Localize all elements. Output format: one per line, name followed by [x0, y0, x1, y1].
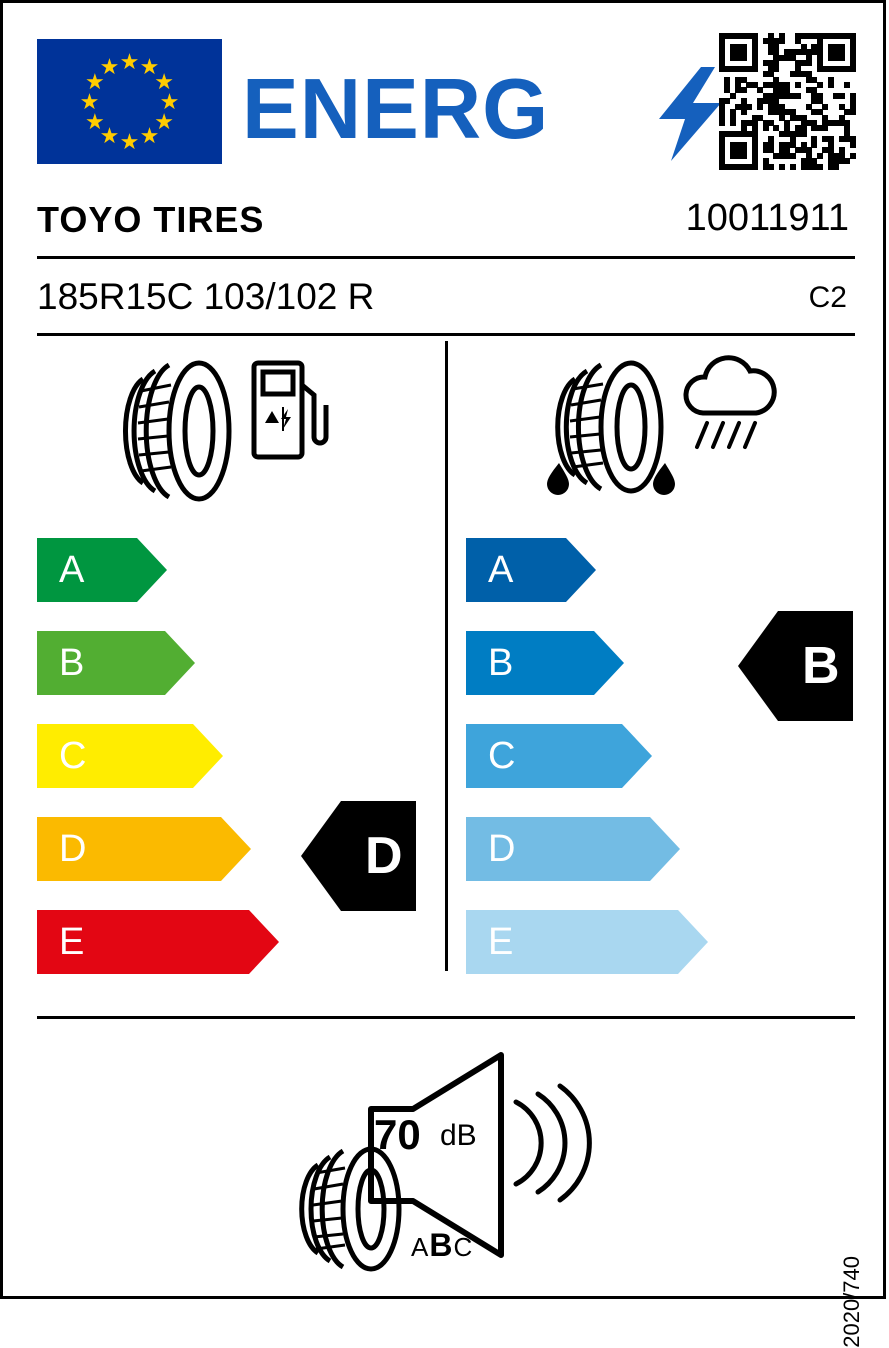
divider-bottom: [37, 1016, 855, 1019]
label-header: [37, 33, 855, 168]
eu-star-icon: ★: [84, 68, 105, 94]
eu-star-icon: ★: [154, 68, 174, 94]
eu-star-icon: ★: [154, 108, 174, 134]
grade-arrow-c: C: [466, 724, 652, 788]
brand-name: TOYO TIRES: [37, 199, 265, 240]
grade-arrow-b: B: [466, 631, 624, 695]
fuel-pump-icon: [252, 361, 324, 459]
divider-second: [37, 333, 855, 336]
eu-flag-icon: [37, 39, 222, 164]
noise-db-value: 70: [374, 1111, 421, 1158]
eu-star-icon: ★: [84, 108, 105, 134]
noise-class-scale: [411, 1227, 473, 1264]
wet-tyre-icon: [543, 355, 675, 507]
eu-star-icon: ★: [99, 123, 120, 149]
grade-arrow-d: D: [466, 817, 680, 881]
divider-top: [37, 256, 855, 259]
lightning-bolt-icon: [655, 67, 725, 161]
tyre-size: 185R15C 103/102 R: [37, 276, 375, 317]
label-year: 2020/740: [839, 1256, 864, 1348]
rain-cloud-icon: [679, 355, 779, 465]
qr-code-icon: [719, 33, 855, 169]
noise-class-c: C: [453, 1232, 474, 1262]
page-title: ENERG: [242, 62, 550, 157]
noise-class-a: A: [411, 1232, 430, 1262]
tyre-class: C2: [808, 281, 847, 314]
wet-selected-arrow: B: [738, 611, 853, 721]
eu-star-icon: ★: [99, 53, 120, 79]
grade-arrow-e: E: [466, 910, 708, 974]
eu-star-icon: ★: [159, 88, 180, 114]
eu-star-icon: ★: [139, 53, 160, 79]
eu-star-icon: ★: [119, 48, 140, 74]
grade-arrow-d: D: [37, 817, 251, 881]
fuel-tyre-icon: [121, 355, 243, 507]
grade-arrow-b: B: [37, 631, 195, 695]
sound-waves-icon: [508, 1078, 588, 1208]
eu-star-icon: ★: [119, 128, 140, 154]
eu-star-icon: ★: [79, 88, 100, 114]
noise-db-unit: dB: [440, 1119, 477, 1152]
grade-arrow-a: A: [37, 538, 167, 602]
eu-star-icon: ★: [139, 123, 160, 149]
grade-arrow-a: A: [466, 538, 596, 602]
grade-arrow-c: C: [37, 724, 223, 788]
serial-number: 10011911: [685, 197, 849, 239]
grade-arrow-e: E: [37, 910, 279, 974]
noise-class-selected: B: [429, 1227, 454, 1263]
fuel-selected-arrow: D: [301, 801, 416, 911]
divider-middle: [445, 341, 448, 971]
